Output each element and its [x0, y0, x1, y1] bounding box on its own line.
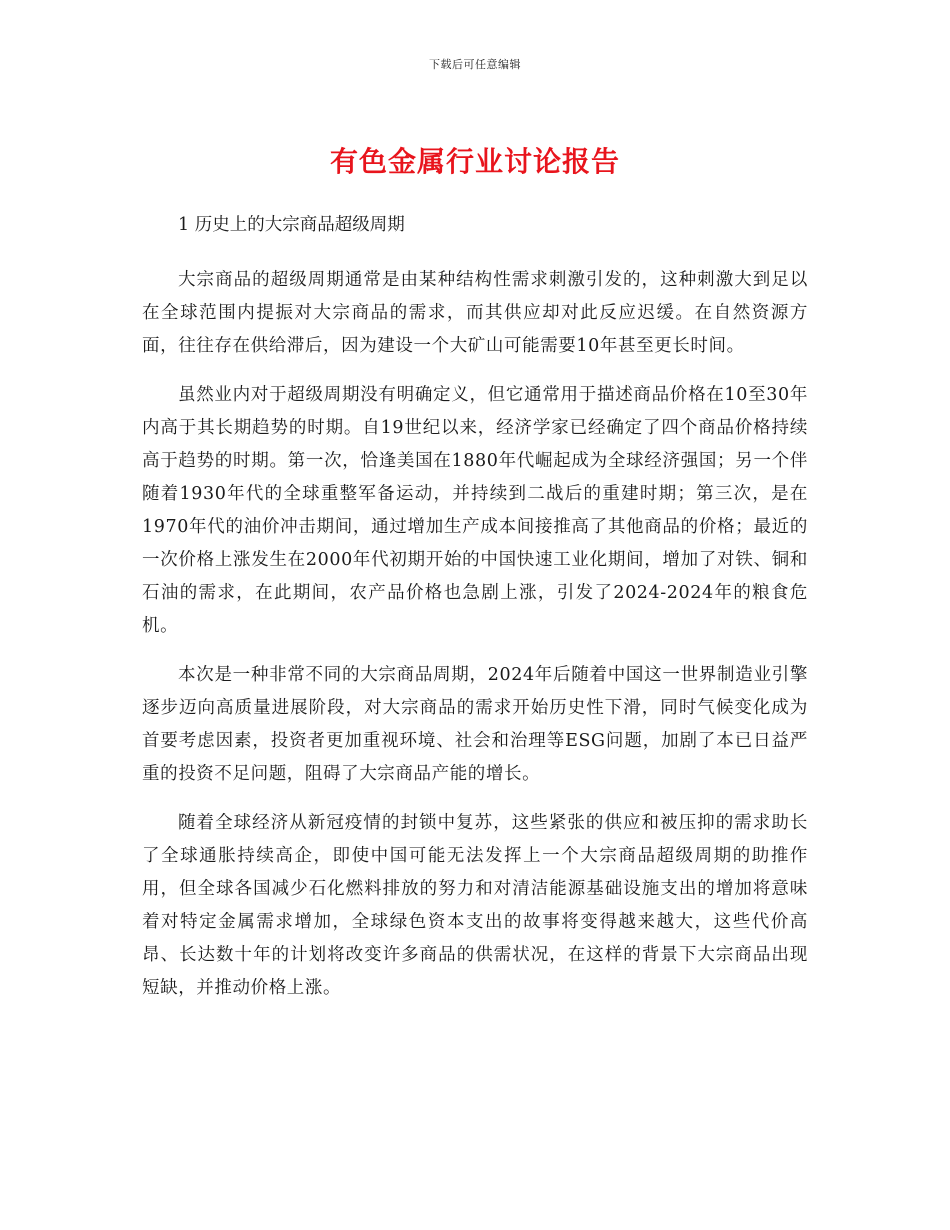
section-heading: 1 历史上的大宗商品超级周期 — [178, 215, 405, 235]
paragraph-1: 大宗商品的超级周期通常是由某种结构性需求刺激引发的，这种刺激大到足以在全球范围内提振对大宗商品的需求，而其供应却对此反应迟缓。在自然资源方面，往往存在供给滞后，因为建设一个大矿山可能需要10年甚至更长时间。 — [142, 270, 808, 356]
page-header-note: 下载后可任意编辑 — [429, 58, 521, 71]
paragraph-3: 本次是一种非常不同的大宗商品周期，2024年后随着中国这一世界制造业引擎逐步迈向高质量进展阶段，对大宗商品的需求开始历史性下滑，同时气候变化成为首要考虑因素，投资者更加重视环境、社会和治理等ESG问题，加剧了本已日益严重的投资不足问题，阻碍了大宗商品产能的增长。 — [142, 665, 808, 784]
paragraph-4: 随着全球经济从新冠疫情的封锁中复苏，这些紧张的供应和被压抑的需求助长了全球通胀持续高企，即使中国可能无法发挥上一个大宗商品超级周期的助推作用，但全球各国减少石化燃料排放的努力和对清洁能源基础设施支出的增加将意味着对特定金属需求增加，全球绿色资本支出的故事将变得越来越大，这些代价高昂、长达数十年的计划将改变许多商品的供需状况，在这样的背景下大宗商品出现短缺，并推动价格上涨。 — [142, 813, 808, 998]
paragraph-2: 虽然业内对于超级周期没有明确定义，但它通常用于描述商品价格在10至30年内高于其长期趋势的时期。自19世纪以来，经济学家已经确定了四个商品价格持续高于趋势的时期。第一次，恰逢美国在1880年代崛起成为全球经济强国；另一个伴随着1930年代的全球重整军备运动，并持续到二战后的重建时期；第三次，是在1970年代的油价冲击期间，通过增加生产成本间接推高了其他商品的价格；最近的一次价格上涨发生在2000年代初期开始的中国快速工业化期间，增加了对铁、铜和石油的需求，在此期间，农产品价格也急剧上涨，引发了2024-2024年的粮食危机。 — [142, 385, 808, 636]
document-body — [142, 206, 808, 1021]
document-title: 有色金属行业讨论报告 — [329, 145, 620, 178]
